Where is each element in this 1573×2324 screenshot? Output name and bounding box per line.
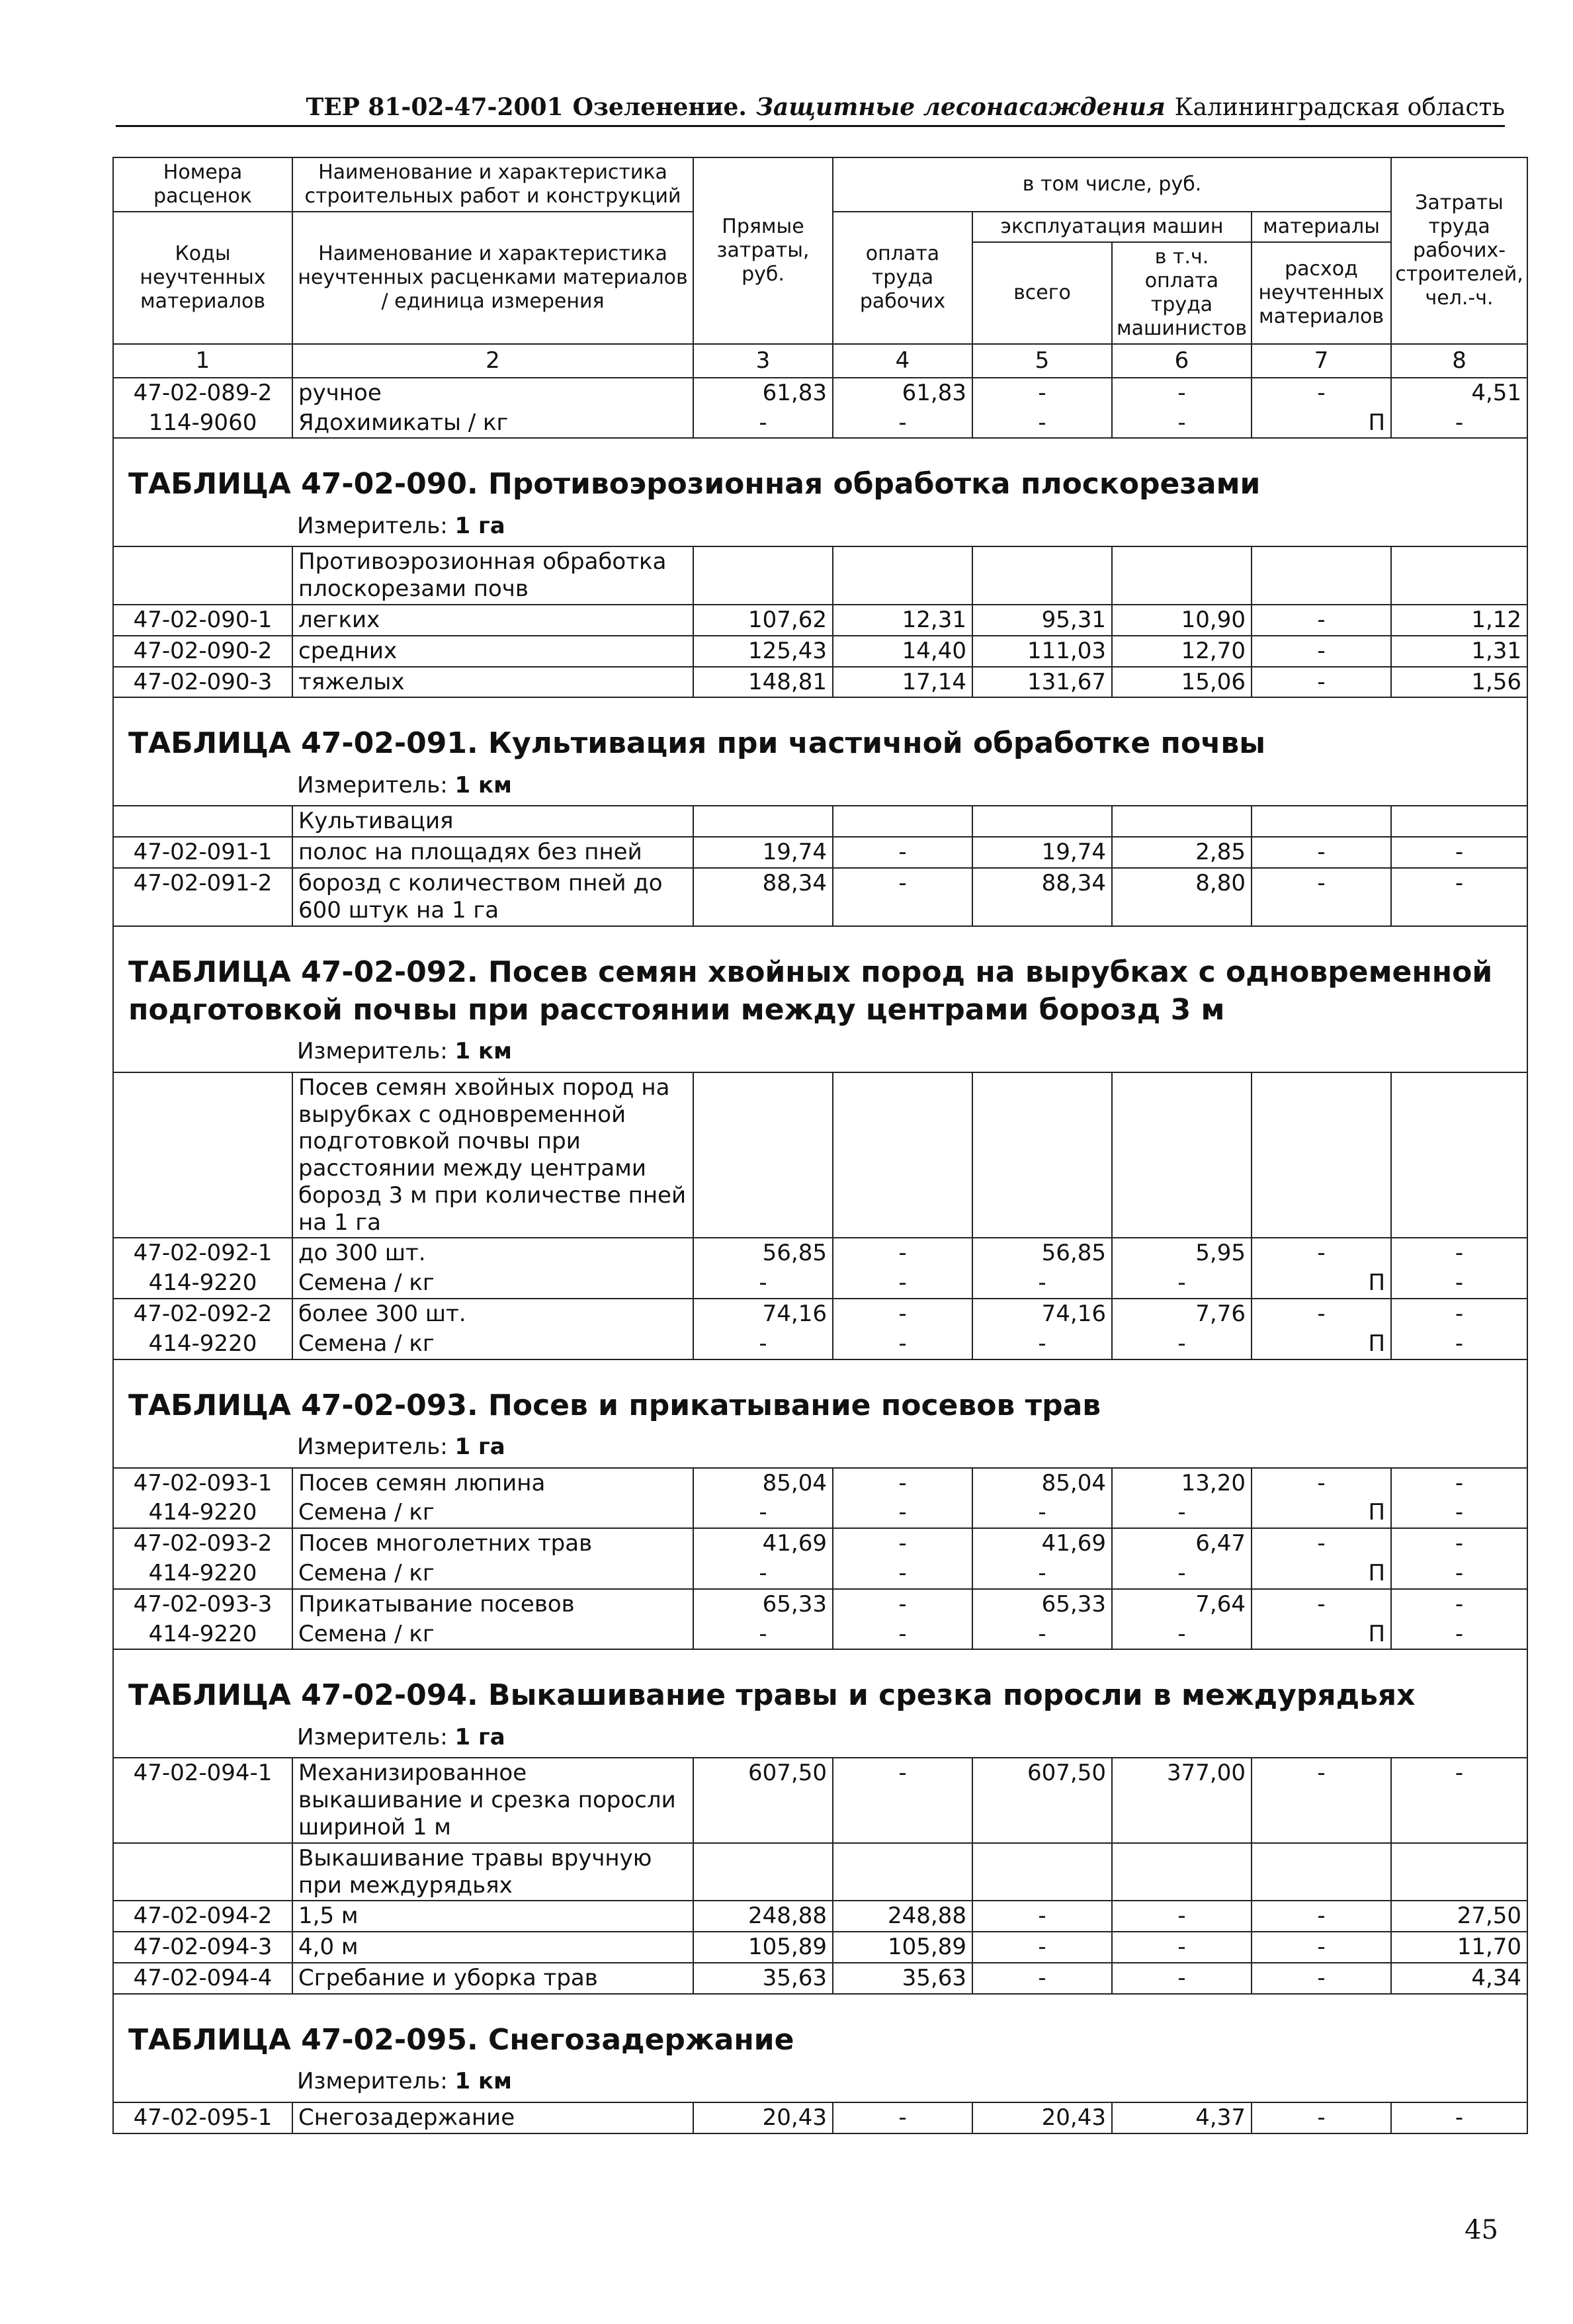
direct-cost: 65,33 [693, 1589, 833, 1619]
machines-total: 20,43 [972, 2102, 1112, 2133]
col-machines-total-header: всего [972, 242, 1112, 344]
direct-cost: 148,81 [693, 667, 833, 698]
direct-cost: 74,16 [693, 1299, 833, 1329]
direct-cost: 20,43 [693, 2102, 833, 2133]
table-row [113, 1559, 1527, 1589]
material-name: Семена / кг [292, 1268, 693, 1299]
rate-name: Посев семян люпина [292, 1468, 693, 1498]
table-row [113, 1932, 1527, 1963]
machines-total: - [972, 1963, 1112, 1994]
rate-code: 47-02-091-2 [113, 868, 292, 926]
direct-cost: 105,89 [693, 1932, 833, 1963]
col-materials-sub-header: расход неучтенных материалов [1252, 242, 1391, 344]
rate-name: Механизированное выкашивание и срезка поросли шириной 1 м [292, 1758, 693, 1842]
rate-name: легких [292, 605, 693, 636]
materials: - [1252, 837, 1391, 868]
rate-name: полос на площадях без пней [292, 837, 693, 868]
labor: - [1391, 1238, 1527, 1268]
wages: 105,89 [833, 1932, 972, 1963]
material-code: 414-9220 [113, 1329, 292, 1359]
rate-code: 47-02-093-1 [113, 1468, 292, 1498]
wages: 61,83 [833, 378, 972, 408]
section-title-text: ТАБЛИЦА 47-02-093. Посев и прикатывание посевов трав [113, 1359, 1527, 1430]
labor: 4,51 [1391, 378, 1527, 408]
measurer-label: Измеритель: [297, 1433, 448, 1460]
section-title [113, 697, 1527, 767]
rate-name: тяжелых [292, 667, 693, 698]
machines-total: 607,50 [972, 1758, 1112, 1842]
rate-code: 47-02-093-2 [113, 1528, 292, 1559]
labor: 1,12 [1391, 605, 1527, 636]
wages: - [833, 1619, 972, 1650]
table-row [113, 1843, 1527, 1901]
col-num: 6 [1112, 344, 1252, 378]
measurer-unit: 1 км [454, 1037, 512, 1064]
measurer [113, 1034, 1527, 1072]
material-code: 414-9220 [113, 1559, 292, 1589]
materials: - [1252, 1238, 1391, 1268]
materials: - [1252, 1528, 1391, 1559]
direct-cost: 61,83 [693, 378, 833, 408]
machines-total: 56,85 [972, 1238, 1112, 1268]
machines-total: 65,33 [972, 1589, 1112, 1619]
wages: 248,88 [833, 1901, 972, 1932]
materials: - [1252, 1758, 1391, 1842]
measurer-unit: 1 км [454, 2067, 512, 2094]
table-row [113, 408, 1527, 439]
group-name: Посев семян хвойных пород на вырубках с одновременной подготовкой почвы при расстоянии между центрами борозд 3 м при количестве пней на 1 га [292, 1072, 693, 1238]
labor: 1,56 [1391, 667, 1527, 698]
materials: - [1252, 636, 1391, 667]
labor: 1,31 [1391, 636, 1527, 667]
direct-cost: 56,85 [693, 1238, 833, 1268]
labor: - [1391, 1268, 1527, 1299]
measurer-unit: 1 км [454, 771, 512, 798]
rate-name: Посев многолетних трав [292, 1528, 693, 1559]
direct-cost: - [693, 1268, 833, 1299]
rate-code: 47-02-090-2 [113, 636, 292, 667]
materials: - [1252, 2102, 1391, 2133]
material-name: Семена / кг [292, 1559, 693, 1589]
measurer-unit: 1 га [454, 1433, 505, 1460]
rate-code: 47-02-094-3 [113, 1932, 292, 1963]
labor: - [1391, 1559, 1527, 1589]
group-name: Противоэрозионная обработка плоскорезами почв [292, 546, 693, 605]
wages: - [833, 1758, 972, 1842]
table-row [113, 605, 1527, 636]
table-row [113, 2102, 1527, 2133]
machines-total: - [972, 408, 1112, 439]
machines-total: - [972, 378, 1112, 408]
materials: - [1252, 667, 1391, 698]
machines-wages: - [1112, 1901, 1252, 1932]
machines-total: 85,04 [972, 1468, 1112, 1498]
materials: - [1252, 1589, 1391, 1619]
measurer [113, 2064, 1527, 2102]
wages: - [833, 868, 972, 926]
doc-topic: Озеленение. [572, 93, 747, 121]
machines-wages: - [1112, 1329, 1252, 1359]
labor: 27,50 [1391, 1901, 1527, 1932]
wages: - [833, 1329, 972, 1359]
col-direct-header: Прямые затраты, руб. [693, 157, 833, 344]
direct-cost: 85,04 [693, 1468, 833, 1498]
machines-wages: - [1112, 1963, 1252, 1994]
materials: П [1252, 1329, 1391, 1359]
measurer [113, 509, 1527, 547]
measurer-label: Измеритель: [297, 771, 448, 798]
materials: П [1252, 408, 1391, 439]
col-incl-header: в том числе, руб. [833, 157, 1391, 212]
wages: 17,14 [833, 667, 972, 698]
rate-code: 47-02-092-2 [113, 1299, 292, 1329]
section-title-text: ТАБЛИЦА 47-02-095. Снегозадержание [113, 1994, 1527, 2064]
rate-name: Прикатывание посевов [292, 1589, 693, 1619]
table-row [113, 636, 1527, 667]
table-row [113, 1528, 1527, 1559]
rate-name: ручное [292, 378, 693, 408]
rate-name: Сгребание и уборка трав [292, 1963, 693, 1994]
machines-wages: - [1112, 378, 1252, 408]
table-row [113, 1238, 1527, 1268]
measurer [113, 1720, 1527, 1758]
rate-code: 47-02-089-2 [113, 378, 292, 408]
wages: - [833, 1498, 972, 1528]
labor: 4,34 [1391, 1963, 1527, 1994]
material-name: Семена / кг [292, 1498, 693, 1528]
col-name-header: Наименование и характеристика строительных работ и конструкций [292, 157, 693, 212]
material-name: Семена / кг [292, 1329, 693, 1359]
direct-cost: 88,34 [693, 868, 833, 926]
table-row [113, 1758, 1527, 1842]
materials: П [1252, 1268, 1391, 1299]
table-row [113, 868, 1527, 926]
col-num: 1 [113, 344, 292, 378]
rate-code: 47-02-090-3 [113, 667, 292, 698]
machines-wages: 7,76 [1112, 1299, 1252, 1329]
group-name: Выкашивание травы вручную при междурядьях [292, 1843, 693, 1901]
machines-wages: - [1112, 1498, 1252, 1528]
materials: - [1252, 605, 1391, 636]
table-row [113, 546, 1527, 605]
col-material-codes-header: Коды неучтенных материалов [113, 212, 292, 344]
rate-code: 47-02-094-4 [113, 1963, 292, 1994]
machines-total: - [972, 1932, 1112, 1963]
direct-cost: 19,74 [693, 837, 833, 868]
rate-code: 47-02-095-1 [113, 2102, 292, 2133]
col-num: 8 [1391, 344, 1527, 378]
table-row [113, 1901, 1527, 1932]
measurer-label: Измеритель: [297, 1037, 448, 1064]
machines-total: 41,69 [972, 1528, 1112, 1559]
machines-total: 88,34 [972, 868, 1112, 926]
col-num: 3 [693, 344, 833, 378]
table-row [113, 1329, 1527, 1359]
wages: - [833, 408, 972, 439]
direct-cost: 35,63 [693, 1963, 833, 1994]
machines-wages: - [1112, 1932, 1252, 1963]
wages: - [833, 1468, 972, 1498]
direct-cost: - [693, 1329, 833, 1359]
machines-wages: 8,80 [1112, 868, 1252, 926]
rate-code: 47-02-093-3 [113, 1589, 292, 1619]
labor: - [1391, 1528, 1527, 1559]
materials: - [1252, 1932, 1391, 1963]
materials: - [1252, 868, 1391, 926]
machines-wages: 15,06 [1112, 667, 1252, 698]
section-title-text: ТАБЛИЦА 47-02-091. Культивация при частичной обработке почвы [113, 697, 1527, 767]
measurer-row [113, 1720, 1527, 1758]
table-row [113, 1589, 1527, 1619]
direct-cost: 41,69 [693, 1528, 833, 1559]
section-title [113, 438, 1527, 508]
section-title [113, 1994, 1527, 2064]
measurer-row [113, 1430, 1527, 1468]
column-numbers [113, 344, 1527, 378]
labor: - [1391, 1589, 1527, 1619]
machines-total: 74,16 [972, 1299, 1112, 1329]
measurer-row [113, 509, 1527, 547]
direct-cost: - [693, 1619, 833, 1650]
measurer-label: Измеритель: [297, 1723, 448, 1750]
wages: - [833, 1559, 972, 1589]
measurer [113, 1430, 1527, 1468]
doc-code: ТЕР 81-02-47-2001 [306, 93, 564, 121]
labor: - [1391, 1498, 1527, 1528]
table-row [113, 1268, 1527, 1299]
measurer-unit: 1 га [454, 512, 505, 539]
col-num: 5 [972, 344, 1112, 378]
col-codes-header: Номера расценок [113, 157, 292, 212]
measurer-row [113, 1034, 1527, 1072]
machines-total: 95,31 [972, 605, 1112, 636]
direct-cost: 248,88 [693, 1901, 833, 1932]
machines-wages: 7,64 [1112, 1589, 1252, 1619]
table-row [113, 1072, 1527, 1238]
section-title-text: ТАБЛИЦА 47-02-092. Посев семян хвойных пород на вырубках с одновременной подготовкой почвы при расстоянии между центрами борозд 3 м [113, 926, 1527, 1034]
machines-total: - [972, 1329, 1112, 1359]
machines-wages: 377,00 [1112, 1758, 1252, 1842]
machines-wages: 5,95 [1112, 1238, 1252, 1268]
machines-wages: 10,90 [1112, 605, 1252, 636]
section-title [113, 926, 1527, 1034]
table-row [113, 837, 1527, 868]
rate-code: 47-02-091-1 [113, 837, 292, 868]
wages: - [833, 1238, 972, 1268]
wages: 14,40 [833, 636, 972, 667]
materials: - [1252, 1468, 1391, 1498]
page-number: 45 [1465, 2215, 1498, 2245]
col-materials-header: материалы [1252, 212, 1391, 242]
table-row [113, 1619, 1527, 1650]
table-row [113, 1963, 1527, 1994]
rate-name: 4,0 м [292, 1932, 693, 1963]
machines-wages: - [1112, 408, 1252, 439]
materials: - [1252, 378, 1391, 408]
table-row [113, 378, 1527, 408]
direct-cost: 107,62 [693, 605, 833, 636]
machines-wages: 6,47 [1112, 1528, 1252, 1559]
section-title-text: ТАБЛИЦА 47-02-094. Выкашивание травы и срезка поросли в междурядьях [113, 1649, 1527, 1719]
col-labor-header: Затраты труда рабочих-строителей, чел.-ч. [1391, 157, 1527, 344]
direct-cost: 607,50 [693, 1758, 833, 1842]
wages: 12,31 [833, 605, 972, 636]
rate-code: 47-02-094-1 [113, 1758, 292, 1842]
labor: - [1391, 1299, 1527, 1329]
labor: - [1391, 1619, 1527, 1650]
page-header [116, 91, 1505, 127]
col-num: 2 [292, 344, 693, 378]
machines-wages: 2,85 [1112, 837, 1252, 868]
wages: - [833, 1299, 972, 1329]
section-title [113, 1649, 1527, 1719]
table-row [113, 1299, 1527, 1329]
col-material-name-header: Наименование и характеристика неучтенных расценками материалов / единица измерения [292, 212, 693, 344]
measurer-row [113, 2064, 1527, 2102]
labor: - [1391, 868, 1527, 926]
section-title [113, 1359, 1527, 1430]
machines-total: 19,74 [972, 837, 1112, 868]
col-machines-wages-header: в т.ч. оплата труда машинистов [1112, 242, 1252, 344]
rate-code: 47-02-090-1 [113, 605, 292, 636]
table-row [113, 1498, 1527, 1528]
machines-wages: - [1112, 1559, 1252, 1589]
machines-wages: 4,37 [1112, 2102, 1252, 2133]
machines-total: - [972, 1619, 1112, 1650]
materials: - [1252, 1901, 1391, 1932]
materials: П [1252, 1498, 1391, 1528]
material-code: 414-9220 [113, 1619, 292, 1650]
rate-name: до 300 шт. [292, 1238, 693, 1268]
machines-total: - [972, 1901, 1112, 1932]
material-code: 114-9060 [113, 408, 292, 439]
machines-wages: - [1112, 1619, 1252, 1650]
labor: - [1391, 1329, 1527, 1359]
machines-total: 111,03 [972, 636, 1112, 667]
materials: - [1252, 1963, 1391, 1994]
measurer-row [113, 768, 1527, 806]
doc-subtopic: Защитные лесонасаждения [755, 93, 1166, 121]
table-row [113, 1468, 1527, 1498]
wages: - [833, 1268, 972, 1299]
direct-cost: - [693, 1498, 833, 1528]
material-name: Семена / кг [292, 1619, 693, 1650]
col-machines-header: эксплуатация машин [972, 212, 1252, 242]
rate-code: 47-02-092-1 [113, 1238, 292, 1268]
rate-name: борозд с количеством пней до 600 штук на 1 га [292, 868, 693, 926]
direct-cost: 125,43 [693, 636, 833, 667]
rates-table [112, 157, 1528, 2134]
materials: П [1252, 1559, 1391, 1589]
section-title-text: ТАБЛИЦА 47-02-090. Противоэрозионная обработка плоскорезами [113, 438, 1527, 508]
labor: - [1391, 1468, 1527, 1498]
wages: - [833, 1589, 972, 1619]
labor: - [1391, 1758, 1527, 1842]
wages: 35,63 [833, 1963, 972, 1994]
group-name: Культивация [292, 806, 693, 837]
material-name: Ядохимикаты / кг [292, 408, 693, 439]
machines-total: - [972, 1559, 1112, 1589]
material-code: 414-9220 [113, 1268, 292, 1299]
rate-name: 1,5 м [292, 1901, 693, 1932]
doc-region: Калининградская область [1174, 94, 1505, 121]
machines-total: - [972, 1498, 1112, 1528]
rate-name: более 300 шт. [292, 1299, 693, 1329]
col-wages-header: оплата труда рабочих [833, 212, 972, 344]
labor: - [1391, 408, 1527, 439]
table-row [113, 667, 1527, 698]
labor: - [1391, 837, 1527, 868]
labor: 11,70 [1391, 1932, 1527, 1963]
table-row [113, 806, 1527, 837]
measurer-unit: 1 га [454, 1723, 505, 1750]
rate-code: 47-02-094-2 [113, 1901, 292, 1932]
machines-wages: 12,70 [1112, 636, 1252, 667]
measurer [113, 768, 1527, 806]
wages: - [833, 1528, 972, 1559]
measurer-label: Измеритель: [297, 512, 448, 539]
col-num: 7 [1252, 344, 1391, 378]
machines-total: 131,67 [972, 667, 1112, 698]
machines-wages: - [1112, 1268, 1252, 1299]
labor: - [1391, 2102, 1527, 2133]
machines-wages: 13,20 [1112, 1468, 1252, 1498]
wages: - [833, 837, 972, 868]
wages: - [833, 2102, 972, 2133]
material-code: 414-9220 [113, 1498, 292, 1528]
table-header [113, 157, 1527, 378]
col-num: 4 [833, 344, 972, 378]
rate-name: Снегозадержание [292, 2102, 693, 2133]
materials: - [1252, 1299, 1391, 1329]
materials: П [1252, 1619, 1391, 1650]
measurer-label: Измеритель: [297, 2067, 448, 2094]
direct-cost: - [693, 408, 833, 439]
rate-name: средних [292, 636, 693, 667]
direct-cost: - [693, 1559, 833, 1589]
machines-total: - [972, 1268, 1112, 1299]
